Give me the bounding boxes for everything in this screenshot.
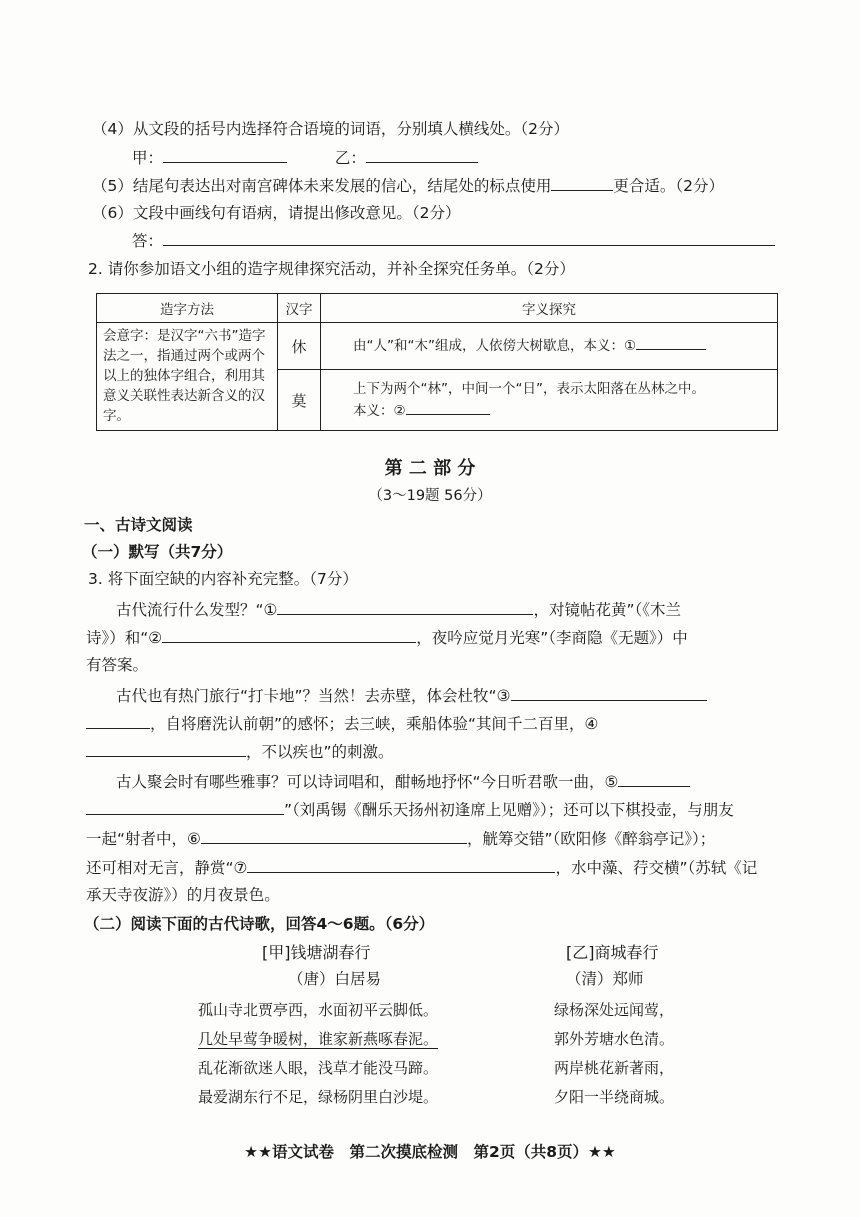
q1-sub4: （4）从文段的括号内选择符合语境的词语，分别填人横线处。（2分） [92,120,569,138]
meaning-text-1: 由“人”和“木”组成，人依傍大树歇息，本义：① [353,338,637,354]
poem-line: 乱花渐欲迷人眼，浅草才能没马蹄。 [198,1059,439,1077]
blank-q7[interactable] [247,856,555,873]
p2-text-a: 古代也有热门旅行“打卡地”？当然！去赤壁，体会杜牧“③ [116,687,511,705]
p1-line3: 有答案。 [86,656,149,674]
poem-jia-author: （唐）白居易 [288,970,382,988]
poem-line: 夕阳一半绕商城。 [554,1088,675,1106]
blank-q5[interactable] [618,770,690,787]
char-cell: 休 [278,323,321,370]
q1-answer-label: 答： [132,232,164,250]
method-cell: 会意字：是汉字“六书”造字法之一，指通过两个或两个以上的独体字组合，利用其意义关联性表达新含义的汉字。 [97,323,278,431]
part2-range: （3～19题 56分） [368,488,492,504]
p1-line2 [86,626,688,649]
p1-text-c: 诗》）和“② [86,629,163,647]
blank-2[interactable] [406,400,490,415]
p2-text-b: ，自将磨洗认前朝”的感怀；去三峡，乘船体验“其间千二百里，④ [150,715,599,733]
blank-q6[interactable] [201,827,467,844]
q1-yi-label: 乙： [334,149,366,167]
poem-jia-body [198,996,438,1112]
inquiry-table [96,293,778,431]
p3-line5: 承天寺夜游》）的月夜景色。 [86,886,280,904]
poem-yi-body [554,996,674,1112]
p1-text-a: 古代流行什么发型？“① [116,601,278,619]
blank-q1[interactable] [277,598,533,615]
meaning-text-2a: 上下为两个“林”，中间一个“日”，表示太阳落在丛林之中。 [353,381,705,397]
p3-line1 [116,770,690,793]
q1-sub5-blank[interactable] [551,174,613,191]
q1-sub5-text-a: （5）结尾句表达出对南宫碑体未来发展的信心，结尾处的标点使用 [92,177,552,195]
p3-text-b: ”（刘禹锡《酬乐天扬州初逢席上见赠》）；还可以下棋投壶，与朋友 [284,801,734,819]
q1-jia-label: 甲： [132,149,164,167]
q1-sub5 [92,174,724,197]
q3-stem: 3. 将下面空缺的内容补充完整。（7分） [88,570,358,588]
q1-answer-line [132,229,775,252]
meaning-cell [321,370,778,431]
p1-text-b: ，对镜帖花黄”（《木兰 [533,601,681,619]
meaning-text-2b: 本义：② [353,403,406,419]
section1-sub2: （二）阅读下面的古代诗歌，回答4～6题。（6分） [84,915,435,933]
blank-1[interactable] [636,335,706,350]
p3-text-f: ，水中藻、荇交横”（苏轼《记 [555,859,758,877]
blank-q3[interactable] [511,684,707,701]
p3-line3 [86,827,715,850]
p3-text-d: ，觥筹交错”（欧阳修《醉翁亭记》）； [466,830,716,848]
header-method: 造字方法 [97,294,278,323]
page-footer: ★★语文试卷 第二次摸底检测 第2页（共8页）★★ [244,1143,616,1161]
header-char: 汉字 [278,294,321,323]
blank-q3-cont[interactable] [86,712,150,729]
p1-text-d: ，夜吟应觉月光寒”（李商隐《无题》）中 [416,629,688,647]
poem-line: 最爱湖东行不足，绿杨阴里白沙堤。 [198,1088,439,1106]
header-meaning: 字义探究 [321,294,778,323]
blank-q2[interactable] [162,626,416,643]
p3-text-a: 古人聚会时有哪些雅事？可以诗词唱和，酣畅地抒怀“今日听君歌一曲，⑤ [116,773,619,791]
meaning-cell [321,323,778,370]
poem-line-underlined: 几处早莺争暖树，谁家新燕啄春泥。 [198,1030,439,1048]
p3-line2 [86,798,734,821]
p2-line3 [86,740,394,763]
p2-text-c: ，不以疾也”的刺激。 [246,743,394,761]
table-header-row [97,294,778,323]
p1-line1 [116,598,681,621]
q1-sub5-text-b: 更合适。（2分） [613,177,724,195]
poem-line: 两岸桃花新著雨， [554,1059,675,1077]
q1-jia-blank[interactable] [163,146,287,163]
poem-line: 孤山寺北贾亭西，水面初平云脚低。 [198,1001,439,1019]
poem-yi-title: [乙]商城春行 [566,943,659,962]
p2-line2 [86,712,598,735]
q2-stem: 2. 请你参加语文小组的造字规律探究活动，并补全探究任务单。（2分） [88,260,575,278]
q1-sub6: （6）文段中画线句有语病，请提出修改意见。（2分） [92,204,461,222]
p3-line4 [86,856,757,879]
poem-line: 绿杨深处远闻莺， [554,1001,675,1019]
blank-q5-cont[interactable] [86,798,284,815]
section1-sub1: （一）默写（共7分） [82,543,233,561]
poem-yi-author: （清）郑师 [566,970,644,988]
q1-answer-blank[interactable] [163,229,775,246]
p2-line1 [116,684,707,707]
q1-sub4-blanks [132,146,478,169]
blank-q4[interactable] [86,740,246,757]
poem-line: 郭外芳塘水色清。 [554,1030,675,1048]
table-row [97,323,778,370]
p3-text-e: 还可相对无言，静赏“⑦ [86,859,248,877]
poem-jia-title: [甲]钱塘湖春行 [262,943,371,962]
section1-title: 一、古诗文阅读 [84,516,193,534]
part2-title: 第 二 部 分 [384,458,476,479]
p3-text-c: 一起“射者中，⑥ [86,830,201,848]
q1-yi-blank[interactable] [366,146,478,163]
char-cell: 莫 [278,370,321,431]
